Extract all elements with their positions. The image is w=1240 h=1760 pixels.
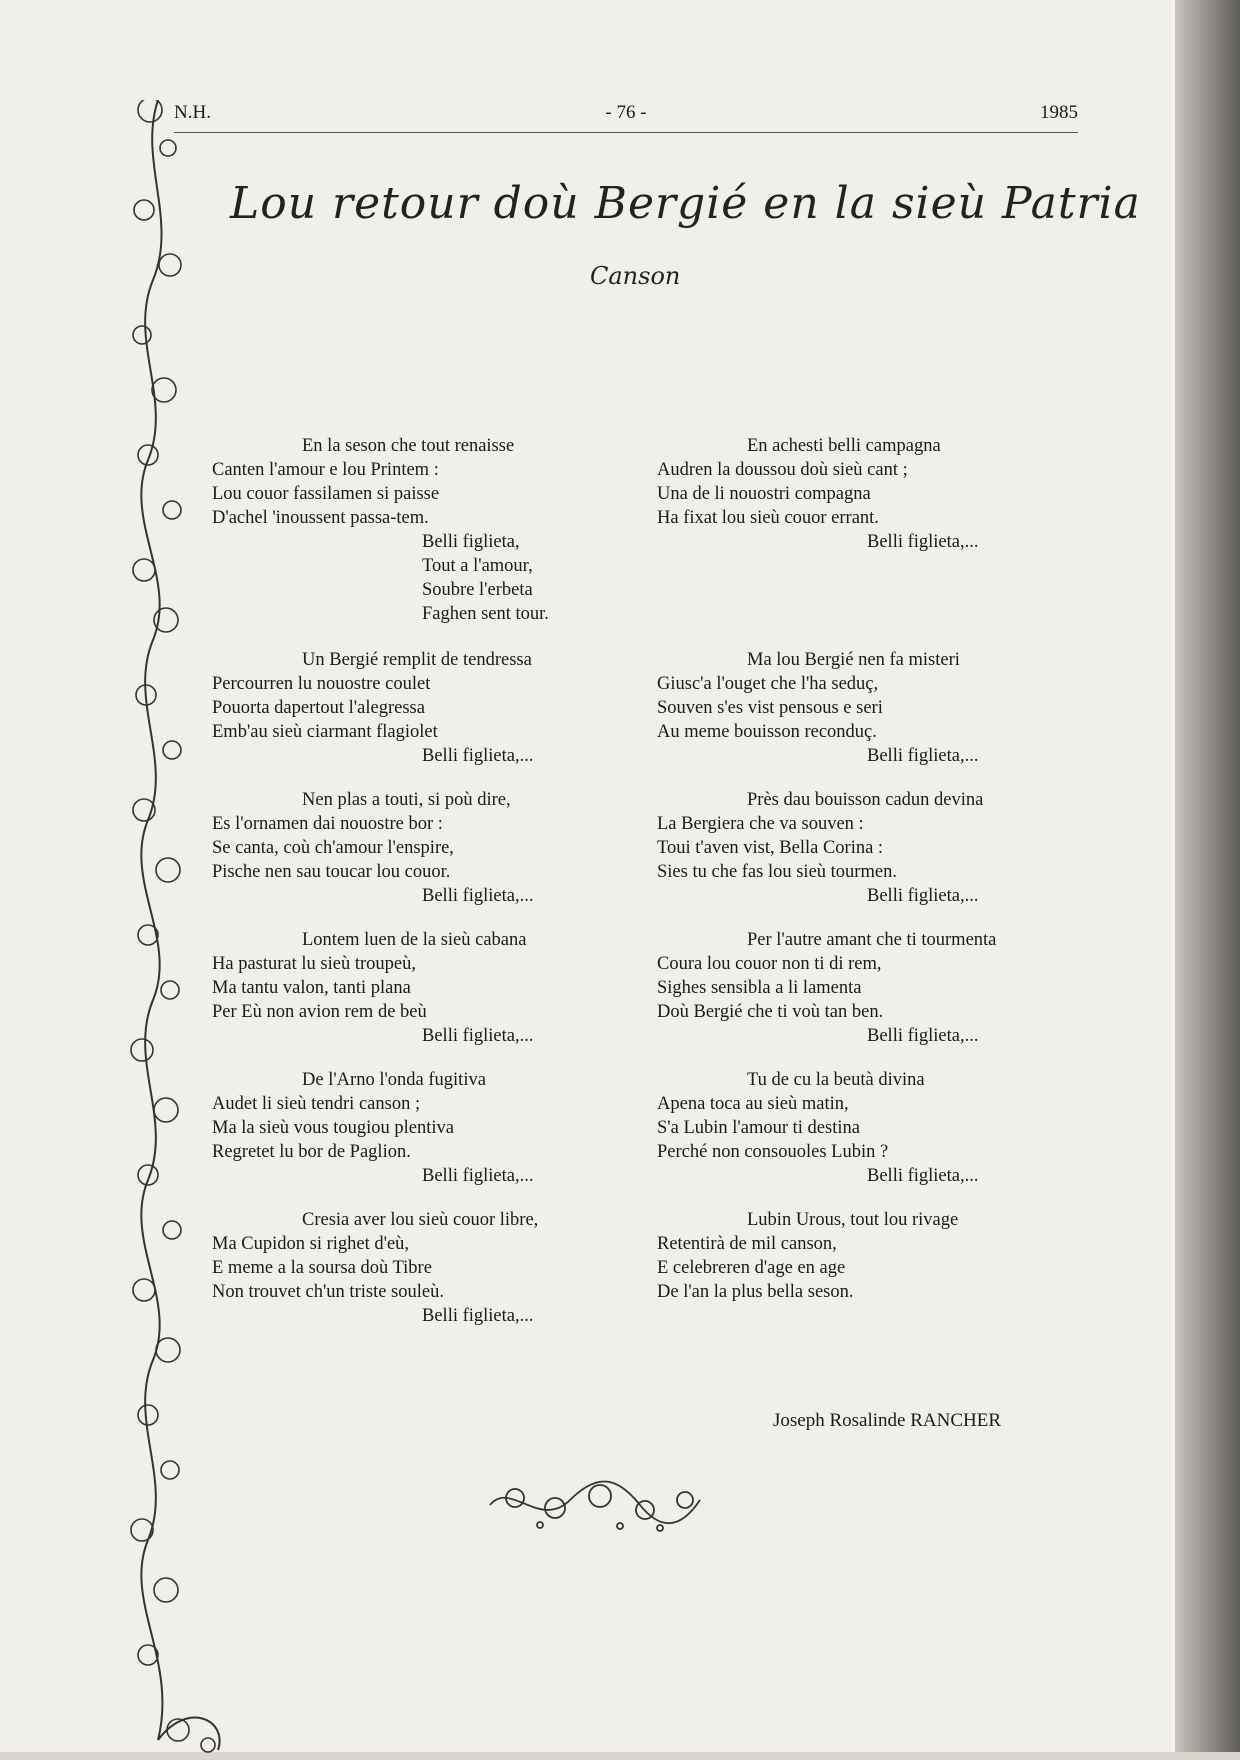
refrain-line: Belli figlieta,... xyxy=(867,1026,979,1046)
refrain-line: Belli figlieta, xyxy=(422,532,520,552)
verse-line: Retentirà de mil canson, xyxy=(657,1234,837,1254)
refrain-line: Belli figlieta,... xyxy=(422,746,534,766)
verse-line: En la seson che tout renaisse xyxy=(302,436,515,456)
verse-line: Pouorta dapertout l'alegressa xyxy=(212,698,425,718)
verse-line: Coura lou couor non ti di rem, xyxy=(657,954,882,974)
stanza xyxy=(657,928,1097,1048)
verse-line: Per Eù non avion rem de beù xyxy=(212,1002,427,1022)
verse-line: Sighes sensibla a li lamenta xyxy=(657,978,862,998)
verse-line: S'a Lubin l'amour ti destina xyxy=(657,1118,860,1138)
verse-line: La Bergiera che va souven : xyxy=(657,814,864,834)
refrain-line: Belli figlieta,... xyxy=(422,1306,534,1326)
verse-line: Audet li sieù tendri canson ; xyxy=(212,1094,421,1114)
verse-line: Tu de cu la beutà divina xyxy=(747,1070,925,1090)
stanza xyxy=(657,434,1097,554)
stanza xyxy=(657,1068,1097,1188)
verse-line: Au meme bouisson reconduç. xyxy=(657,722,877,742)
verse-line: Ma tantu valon, tanti plana xyxy=(212,978,411,998)
refrain-line: Belli figlieta,... xyxy=(422,1026,534,1046)
verse-line: De l'Arno l'onda fugitiva xyxy=(302,1070,486,1090)
author-signature: Joseph Rosalinde RANCHER xyxy=(773,1410,1001,1431)
book-spine-shadow xyxy=(1175,0,1240,1752)
verse-line: D'achel 'inoussent passa-tem. xyxy=(212,508,429,528)
refrain-line: Belli figlieta,... xyxy=(867,746,979,766)
verse-line: Ma la sieù vous tougiou plentiva xyxy=(212,1118,455,1138)
verse-line: Apena toca au sieù matin, xyxy=(657,1094,849,1114)
refrain-line: Belli figlieta,... xyxy=(867,1166,979,1186)
refrain-line: Belli figlieta,... xyxy=(422,886,534,906)
verse-line: Nen plas a touti, si poù dire, xyxy=(302,790,511,810)
verse-line: En achesti belli campagna xyxy=(747,436,941,456)
verse-line: Toui t'aven vist, Bella Corina : xyxy=(657,838,884,858)
header-year: 1985 xyxy=(1040,102,1078,123)
verse-line: Percourren lu nouostre coulet xyxy=(212,674,431,694)
verse-line: Ma lou Bergié nen fa misteri xyxy=(747,650,960,670)
verse-line: De l'an la plus bella seson. xyxy=(657,1282,854,1302)
verse-line: Non trouvet ch'un triste souleù. xyxy=(212,1282,444,1302)
verse-line: Pische nen sau toucar lou couor. xyxy=(212,862,451,882)
stanza xyxy=(212,788,652,908)
stanza xyxy=(212,648,652,768)
verse-line: E meme a la soursa doù Tibre xyxy=(212,1258,432,1278)
refrain-line: Tout a l'amour, xyxy=(422,556,533,576)
verse-line: Es l'ornamen dai nouostre bor : xyxy=(212,814,443,834)
stanza xyxy=(212,928,652,1048)
verse-line: Se canta, coù ch'amour l'enspire, xyxy=(212,838,454,858)
verse-line: Emb'au sieù ciarmant flagiolet xyxy=(212,722,438,742)
verse-line: Audren la doussou doù sieù cant ; xyxy=(657,460,908,480)
verse-line: Lontem luen de la sieù cabana xyxy=(302,930,527,950)
stanza xyxy=(657,648,1097,768)
verse-line: Una de li nouostri compagna xyxy=(657,484,871,504)
verse-line: Cresia aver lou sieù couor libre, xyxy=(302,1210,539,1230)
refrain-line: Belli figlieta,... xyxy=(422,1166,534,1186)
stanza xyxy=(657,788,1097,908)
verse-line: E celebreren d'age en age xyxy=(657,1258,846,1278)
refrain-line: Belli figlieta,... xyxy=(867,532,979,552)
header-journal: N.H. xyxy=(174,102,211,123)
refrain-line: Faghen sent tour. xyxy=(422,604,549,624)
verse-line: Ha fixat lou sieù couor errant. xyxy=(657,508,879,528)
header-page-number: - 76 - xyxy=(605,102,647,123)
verse-line: Près dau bouisson cadun devina xyxy=(747,790,984,810)
poem-subtitle: Canson xyxy=(590,262,681,290)
stanza xyxy=(212,1068,652,1188)
verse-line: Ha pasturat lu sieù troupeù, xyxy=(212,954,416,974)
floral-vignette-ornament xyxy=(480,1470,710,1540)
verse-line: Souven s'es vist pensous e seri xyxy=(657,698,883,718)
verse-line: Ma Cupidon si righet d'eù, xyxy=(212,1234,410,1254)
page-header xyxy=(174,102,1078,133)
verse-line: Un Bergié remplit de tendressa xyxy=(302,650,532,670)
refrain-line: Belli figlieta,... xyxy=(867,886,979,906)
verse-line: Canten l'amour e lou Printem : xyxy=(212,460,439,480)
refrain-line: Soubre l'erbeta xyxy=(422,580,533,600)
verse-line: Per l'autre amant che ti tourmenta xyxy=(747,930,997,950)
verse-line: Sies tu che fas lou sieù tourmen. xyxy=(657,862,897,882)
verse-line: Regretet lu bor de Paglion. xyxy=(212,1142,411,1162)
verse-line: Perché non consouoles Lubin ? xyxy=(657,1142,889,1162)
stanza xyxy=(212,434,652,626)
verse-line: Doù Bergié che ti voù tan ben. xyxy=(657,1002,884,1022)
poem-title: Lou retour doù Bergié en la sieù Patria xyxy=(230,178,1141,229)
stanza xyxy=(212,1208,652,1328)
verse-line: Lubin Urous, tout lou rivage xyxy=(747,1210,959,1230)
verse-line: Lou couor fassilamen si paisse xyxy=(212,484,440,504)
stanza xyxy=(657,1208,1097,1304)
verse-line: Giusc'a l'ouget che l'ha seduç, xyxy=(657,674,879,694)
